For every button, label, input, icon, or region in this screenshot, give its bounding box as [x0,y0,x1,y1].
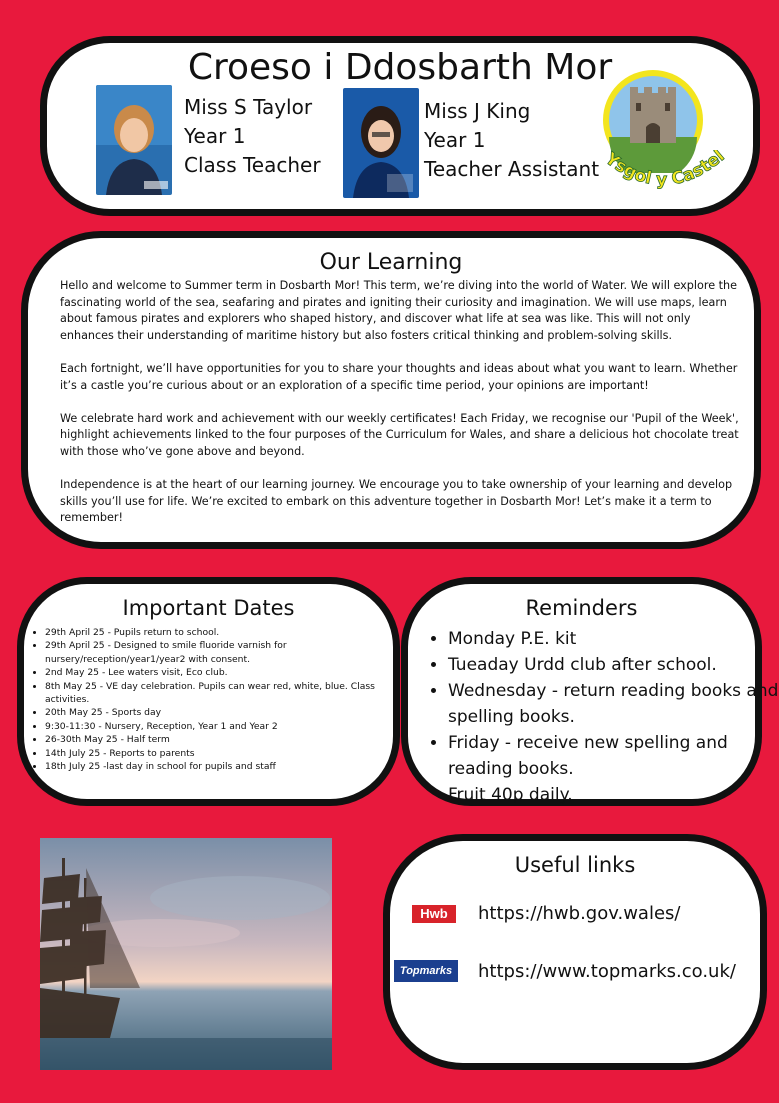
list-item: • 18th July 25 -last day in school for pupils and staff [45,760,395,773]
teacher-info-taylor [184,93,321,180]
links-heading: Useful links [514,853,636,877]
link-row-hwb[interactable] [412,903,680,924]
teacher-year: Year 1 [424,128,486,152]
list-item: • Tueaday Urdd club after school. [448,652,779,678]
learning-body [60,278,740,544]
links-card [383,834,767,1070]
topmarks-link[interactable]: https://www.topmarks.co.uk/ [478,960,736,982]
teacher-year: Year 1 [184,124,246,148]
list-item: • 9:30-11:30 - Nursery, Reception, Year 1 and Year 2 [45,720,395,733]
teacher-info-king [424,97,599,184]
dates-card [17,577,400,806]
teacher-role: Teacher Assistant [424,157,600,181]
header-card [40,36,760,216]
list-item: • Wednesday - return reading books and spelling books. [448,678,779,730]
learning-heading: Our Learning [319,250,463,275]
dates-heading: Important Dates [122,596,295,620]
reminders-list [422,626,779,808]
reminders-heading: Reminders [525,596,638,620]
link-row-topmarks[interactable] [394,960,736,982]
school-name: Ysgol y Castel [601,150,729,191]
svg-text:Ysgol y Castell [593,150,729,190]
list-item: • Friday - receive new spelling and reading books. [448,730,779,782]
school-name-logo-text [593,150,733,200]
list-item: • 2nd May 25 - Lee waters visit, Eco club. [45,666,395,679]
list-item: • 29th April 25 - Pupils return to school. [45,626,395,639]
learning-card [21,231,761,549]
list-item: • 20th May 25 - Sports day [45,706,395,719]
list-item: • Monday P.E. kit [448,626,779,652]
list-item: • 8th May 25 - VE day celebration. Pupils can wear red, white, blue. Class activities. [45,680,395,707]
hwb-link[interactable]: https://hwb.gov.wales/ [478,903,681,924]
reminders-card [401,577,779,806]
topmarks-logo-icon: Topmarks [394,960,458,982]
hwb-logo-icon: Hwb [412,905,456,923]
teacher-photo-taylor [96,85,172,195]
teacher-name: Miss S Taylor [184,95,313,119]
learning-paragraph: We celebrate hard work and achievement with our weekly certificates! Each Friday, we recognise our 'Pupil of the Week', highlight achievements linked to the four purposes of the Curriculum for Wales, and share a delicious hot chocolate treat with those who’ve gone above and beyond. [60,411,739,458]
list-item: • 26-30th May 25 - Half term [45,733,395,746]
teacher-role: Class Teacher [184,153,321,177]
list-item: • 14th July 25 - Reports to parents [45,747,395,760]
ship-image [40,838,332,1070]
learning-paragraph: Hello and welcome to Summer term in Dosbarth Mor! This term, we’re diving into the world of Water. We will explore the fascinating world of the sea, seafaring and pirates and igniting their curiosity and imagination. We will use maps, learn about famous pirates and explorers who shaped history, and discover what life at sea was like. This will not only enhances their understanding of maritime history but also fosters critical thinking and problem-solving skills. [60,279,738,342]
page-title: Croeso i Ddosbarth Mor [187,47,613,88]
teacher-name: Miss J King [424,99,531,123]
teacher-photo-king [343,88,419,198]
learning-paragraph: Independence is at the heart of our learning journey. We encourage you to take ownership of your learning and develop skills you’ll use for life. We’re excited to embark on this adventure together in Dosbarth Mor! Let’s make it a term to remember! [60,478,733,525]
list-item: • 29th April 25 - Designed to smile fluoride varnish for nursery/reception/year1/year2 with consent. [45,639,395,666]
list-item: Fruit 40p daily. [448,785,573,805]
dates-list [31,626,395,773]
learning-paragraph: Each fortnight, we’ll have opportunities for you to share your thoughts and ideas about what you want to learn. Whether it’s a castle you’re curious about or an exploration of a specific time period, your opinions are important! [60,361,738,392]
